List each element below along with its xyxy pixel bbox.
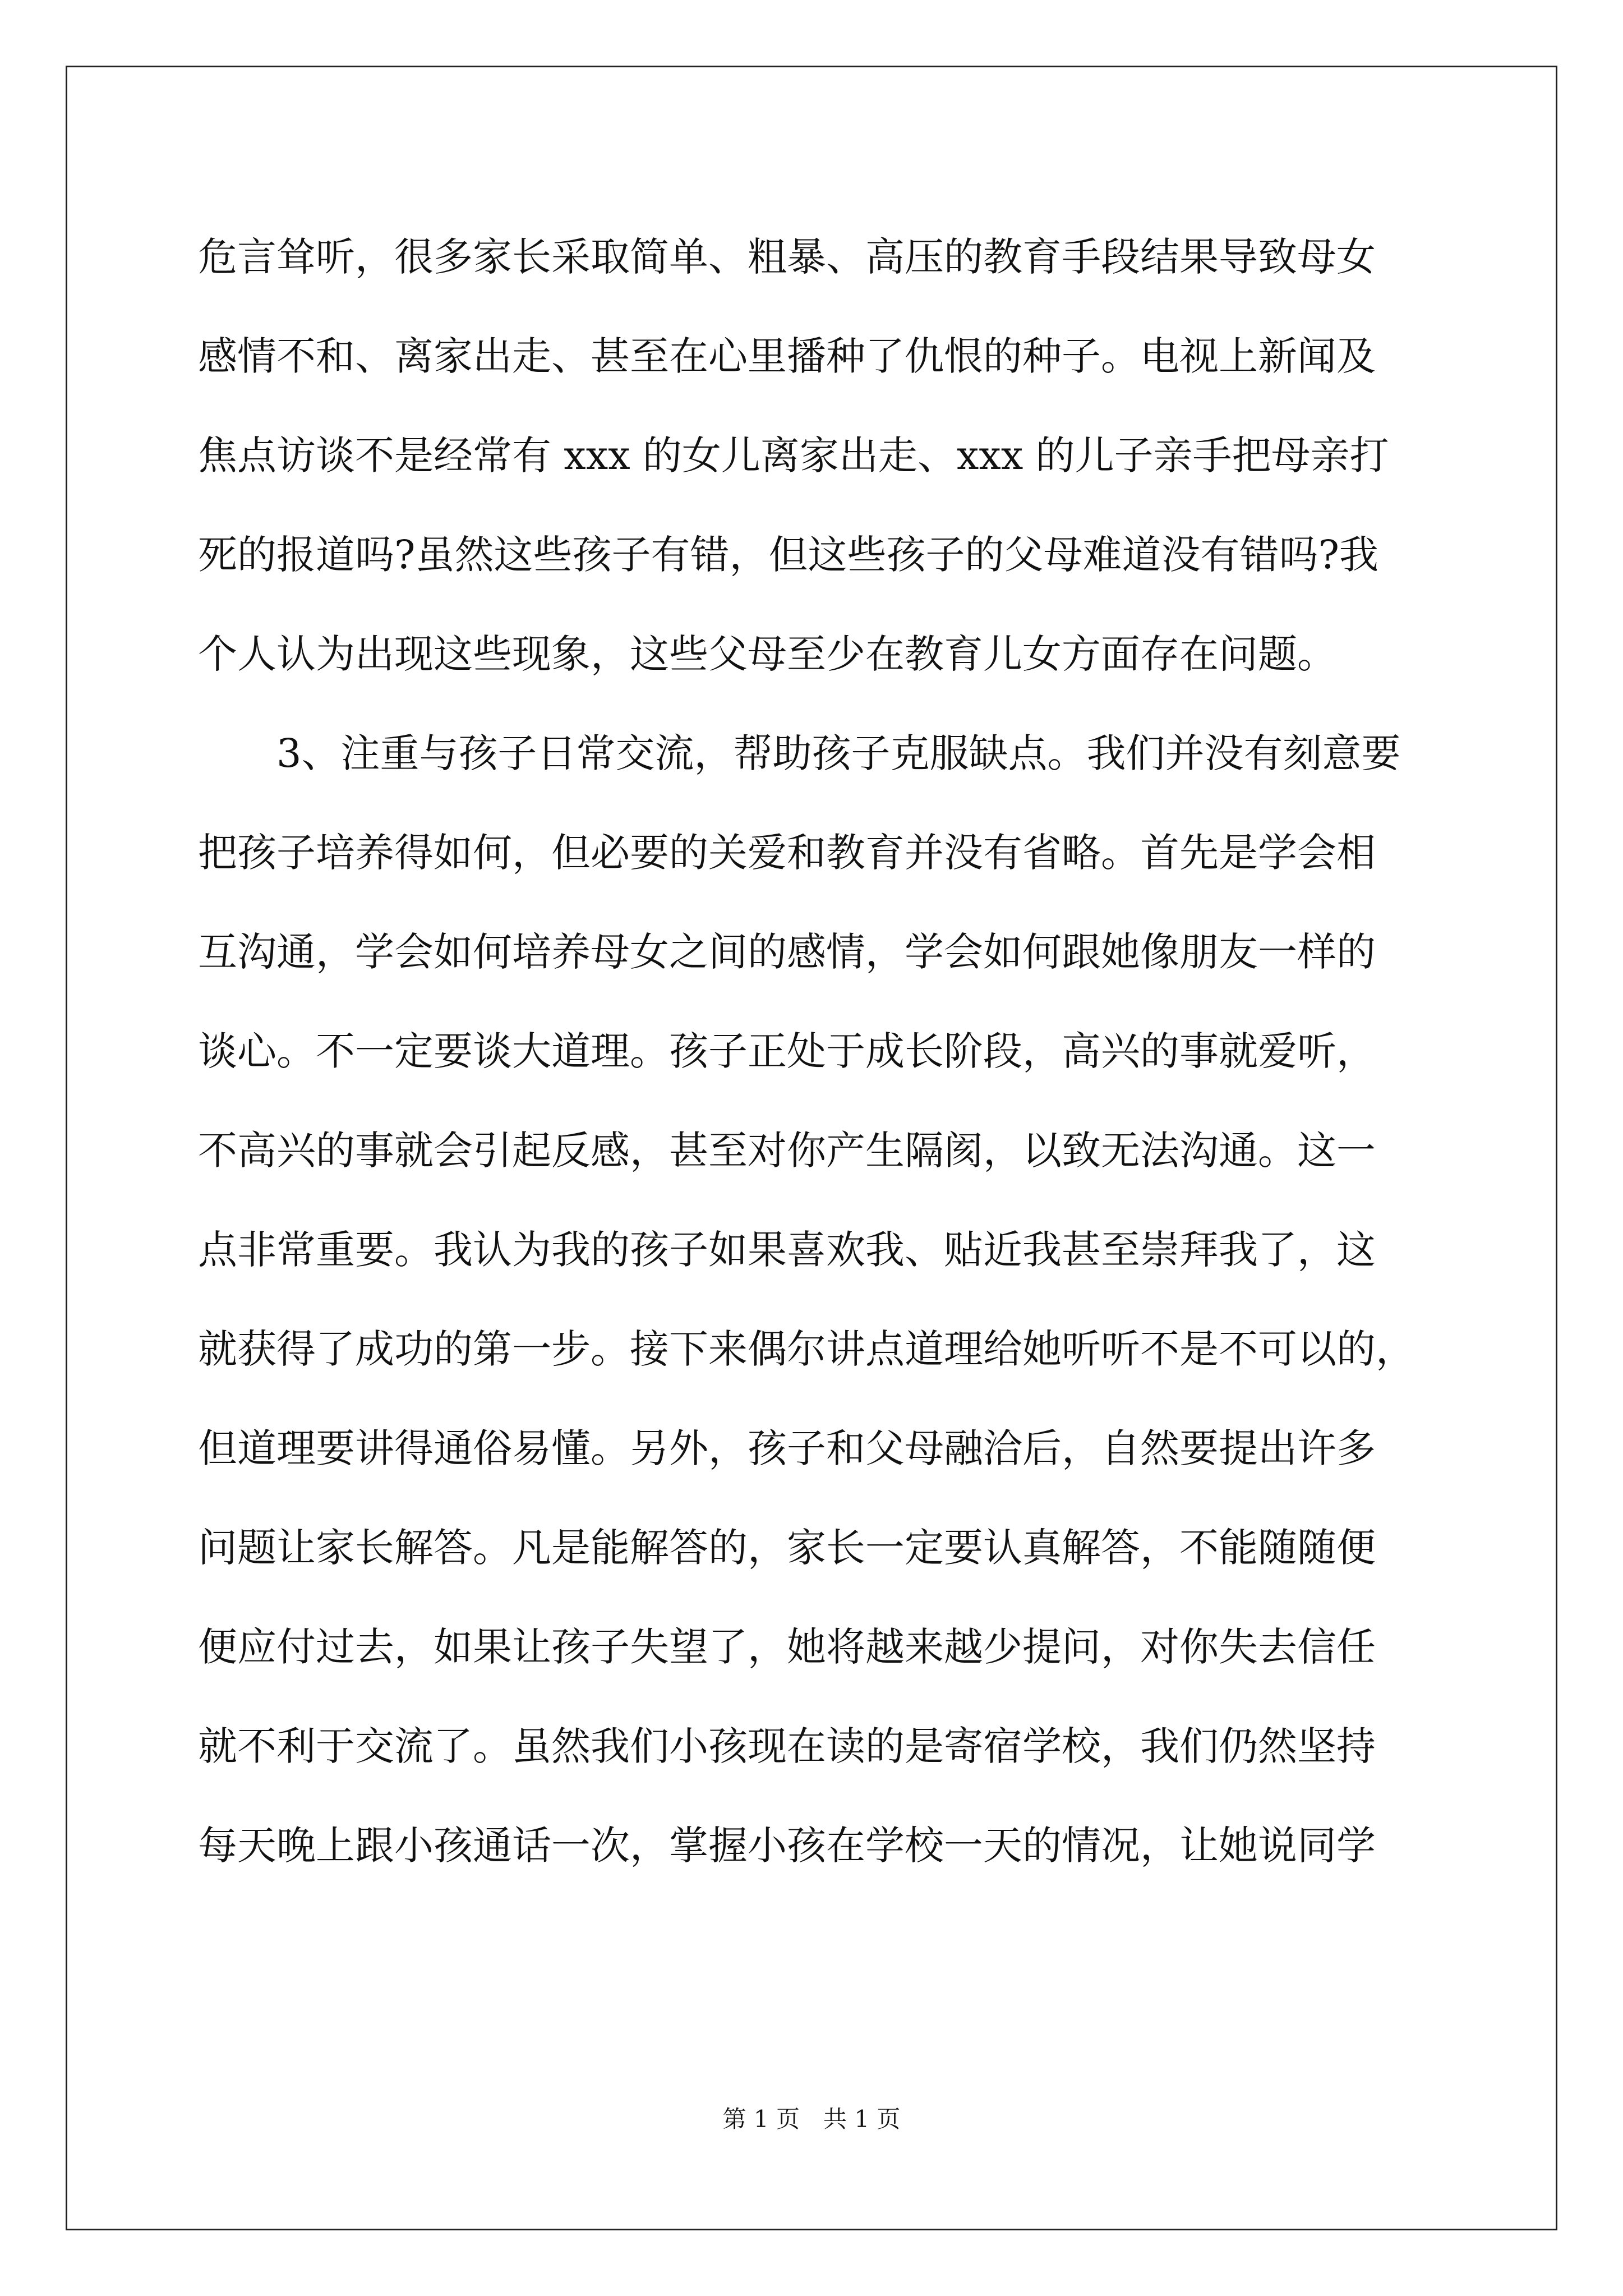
text-line: 点非常重要。我认为我的孩子如果喜欢我、贴近我甚至崇拜我了，这 bbox=[198, 1227, 1376, 1273]
text-line: 每天晚上跟小孩通话一次，掌握小孩在学校一天的情况，让她说同学 bbox=[198, 1823, 1376, 1869]
total-pages: 共 1 页 bbox=[823, 2105, 901, 2133]
document-body bbox=[198, 208, 1449, 1895]
text-line: 感情不和、离家出走、甚至在心里播种了仇恨的种子。电视上新闻及 bbox=[198, 333, 1376, 379]
text-line: 个人认为出现这些现象，这些父母至少在教育儿女方面存在问题。 bbox=[198, 631, 1336, 677]
text-line: 谈心。不一定要谈大道理。孩子正处于成长阶段，高兴的事就爱听， bbox=[198, 1028, 1376, 1074]
text-line: 死的报道吗?虽然这些孩子有错，但这些孩子的父母难道没有错吗?我 bbox=[198, 532, 1379, 578]
text-line: 问题让家长解答。凡是能解答的，家长一定要认真解答，不能随随便 bbox=[198, 1525, 1376, 1571]
text-line: 把孩子培养得如何，但必要的关爱和教育并没有省略。首先是学会相 bbox=[198, 830, 1376, 876]
text-line: 但道理要讲得通俗易懂。另外，孩子和父母融洽后，自然要提出许多 bbox=[198, 1425, 1376, 1471]
page-footer bbox=[0, 2101, 1623, 2134]
text-line: 就获得了成功的第一步。接下来偶尔讲点道理给她听听不是不可以的， bbox=[198, 1326, 1415, 1372]
page-number: 第 1 页 bbox=[722, 2105, 800, 2133]
text-line: 互沟通，学会如何培养母女之间的感情，学会如何跟她像朋友一样的 bbox=[198, 929, 1376, 975]
text-line: 3、注重与孩子日常交流，帮助孩子克服缺点。我们并没有刻意要 bbox=[198, 730, 1401, 776]
text-line: 不高兴的事就会引起反感，甚至对你产生隔阂，以致无法沟通。这一 bbox=[198, 1128, 1376, 1174]
text-line: 就不利于交流了。虽然我们小孩现在读的是寄宿学校，我们仍然坚持 bbox=[198, 1723, 1376, 1769]
text-line: 焦点访谈不是经常有 xxx 的女儿离家出走、xxx 的儿子亲手把母亲打 bbox=[198, 432, 1389, 478]
text-line: 危言耸听，很多家长采取简单、粗暴、高压的教育手段结果导致母女 bbox=[198, 234, 1376, 280]
text-line: 便应付过去，如果让孩子失望了，她将越来越少提问，对你失去信任 bbox=[198, 1624, 1376, 1670]
